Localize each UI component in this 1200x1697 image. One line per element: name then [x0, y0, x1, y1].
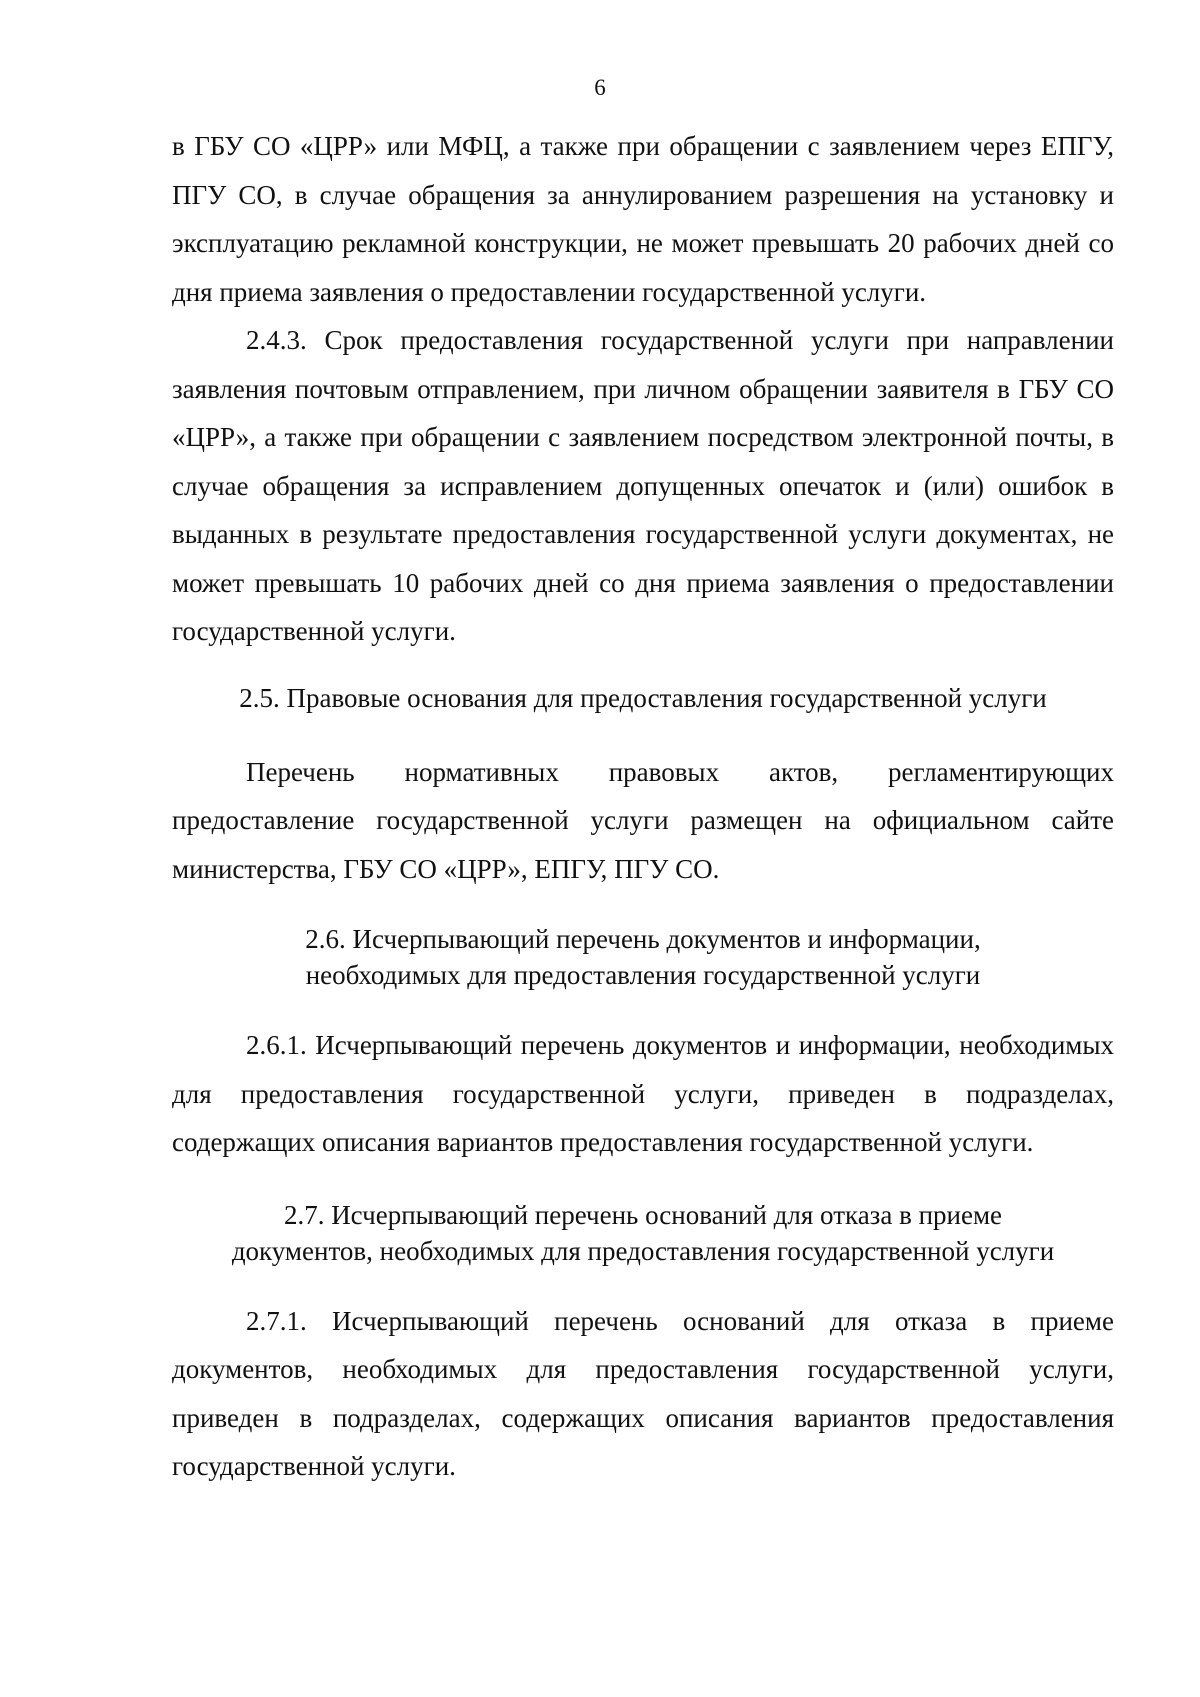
paragraph-2-6-1: 2.6.1. Исчерпывающий перечень документов и информации, необходимых для предоставления государственной услуги, приведен в подразделах, содержащих описания вариантов предоставления государственной услуги. [172, 1030, 1114, 1157]
paragraph-2-4-3: 2.4.3. Срок предоставления государственной услуги при направлении заявления почтовым отправлением, при личном обращении заявителя в ГБУ СО «ЦРР», а также при обращении с заявлением посредством электронной почты, в случае обращения за исправлением допущенных опечаток и (или) ошибок в выданных в результате предоставления государственной услуги документах, не может превышать 10 рабочих дней со дня приема заявления о предоставлении государственной услуги. [172, 325, 1114, 646]
page-number: 6 [594, 75, 606, 100]
section-heading-2-6 [172, 921, 1114, 993]
section-heading-2-7-line-1: 2.7. Исчерпывающий перечень оснований для отказа в приеме [283, 1199, 1003, 1230]
paragraph-continuation: в ГБУ СО «ЦРР» или МФЦ, а также при обращении с заявлением через ЕПГУ, ПГУ СО, в случае обращения за аннулированием разрешения на установку и эксплуатацию рекламной конструкции, не может превышать 20 рабочих дней со дня приема заявления о предоставлении государственной услуги. [172, 131, 1114, 307]
section-heading-2-6-line-1: 2.6. Исчерпывающий перечень документов и информации, [305, 924, 981, 954]
section-heading-2-6-line-2: необходимых для предоставления государственной услуги [305, 960, 981, 990]
section-heading-2-7-line-2: документов, необходимых для предоставления государственной услуги [231, 1235, 1055, 1266]
section-heading-2-7 [172, 1197, 1114, 1269]
paragraph-2-7-1: 2.7.1. Исчерпывающий перечень оснований для отказа в приеме документов, необходимых для предоставления государственной услуги, приведен в подразделах, содержащих описания вариантов предоставления государственной услуги. [172, 1305, 1114, 1481]
paragraph-legal-acts: Перечень нормативных правовых актов, регламентирующих предоставление государственной услуги размещен на официальном сайте министерства, ГБУ СО «ЦРР», ЕПГУ, ПГУ СО. [172, 756, 1114, 884]
document-body [172, 122, 1114, 1491]
section-heading-2-5 [172, 680, 1114, 716]
section-heading-2-5-text: 2.5. Правовые основания для предоставления государственной услуги [239, 682, 1047, 713]
